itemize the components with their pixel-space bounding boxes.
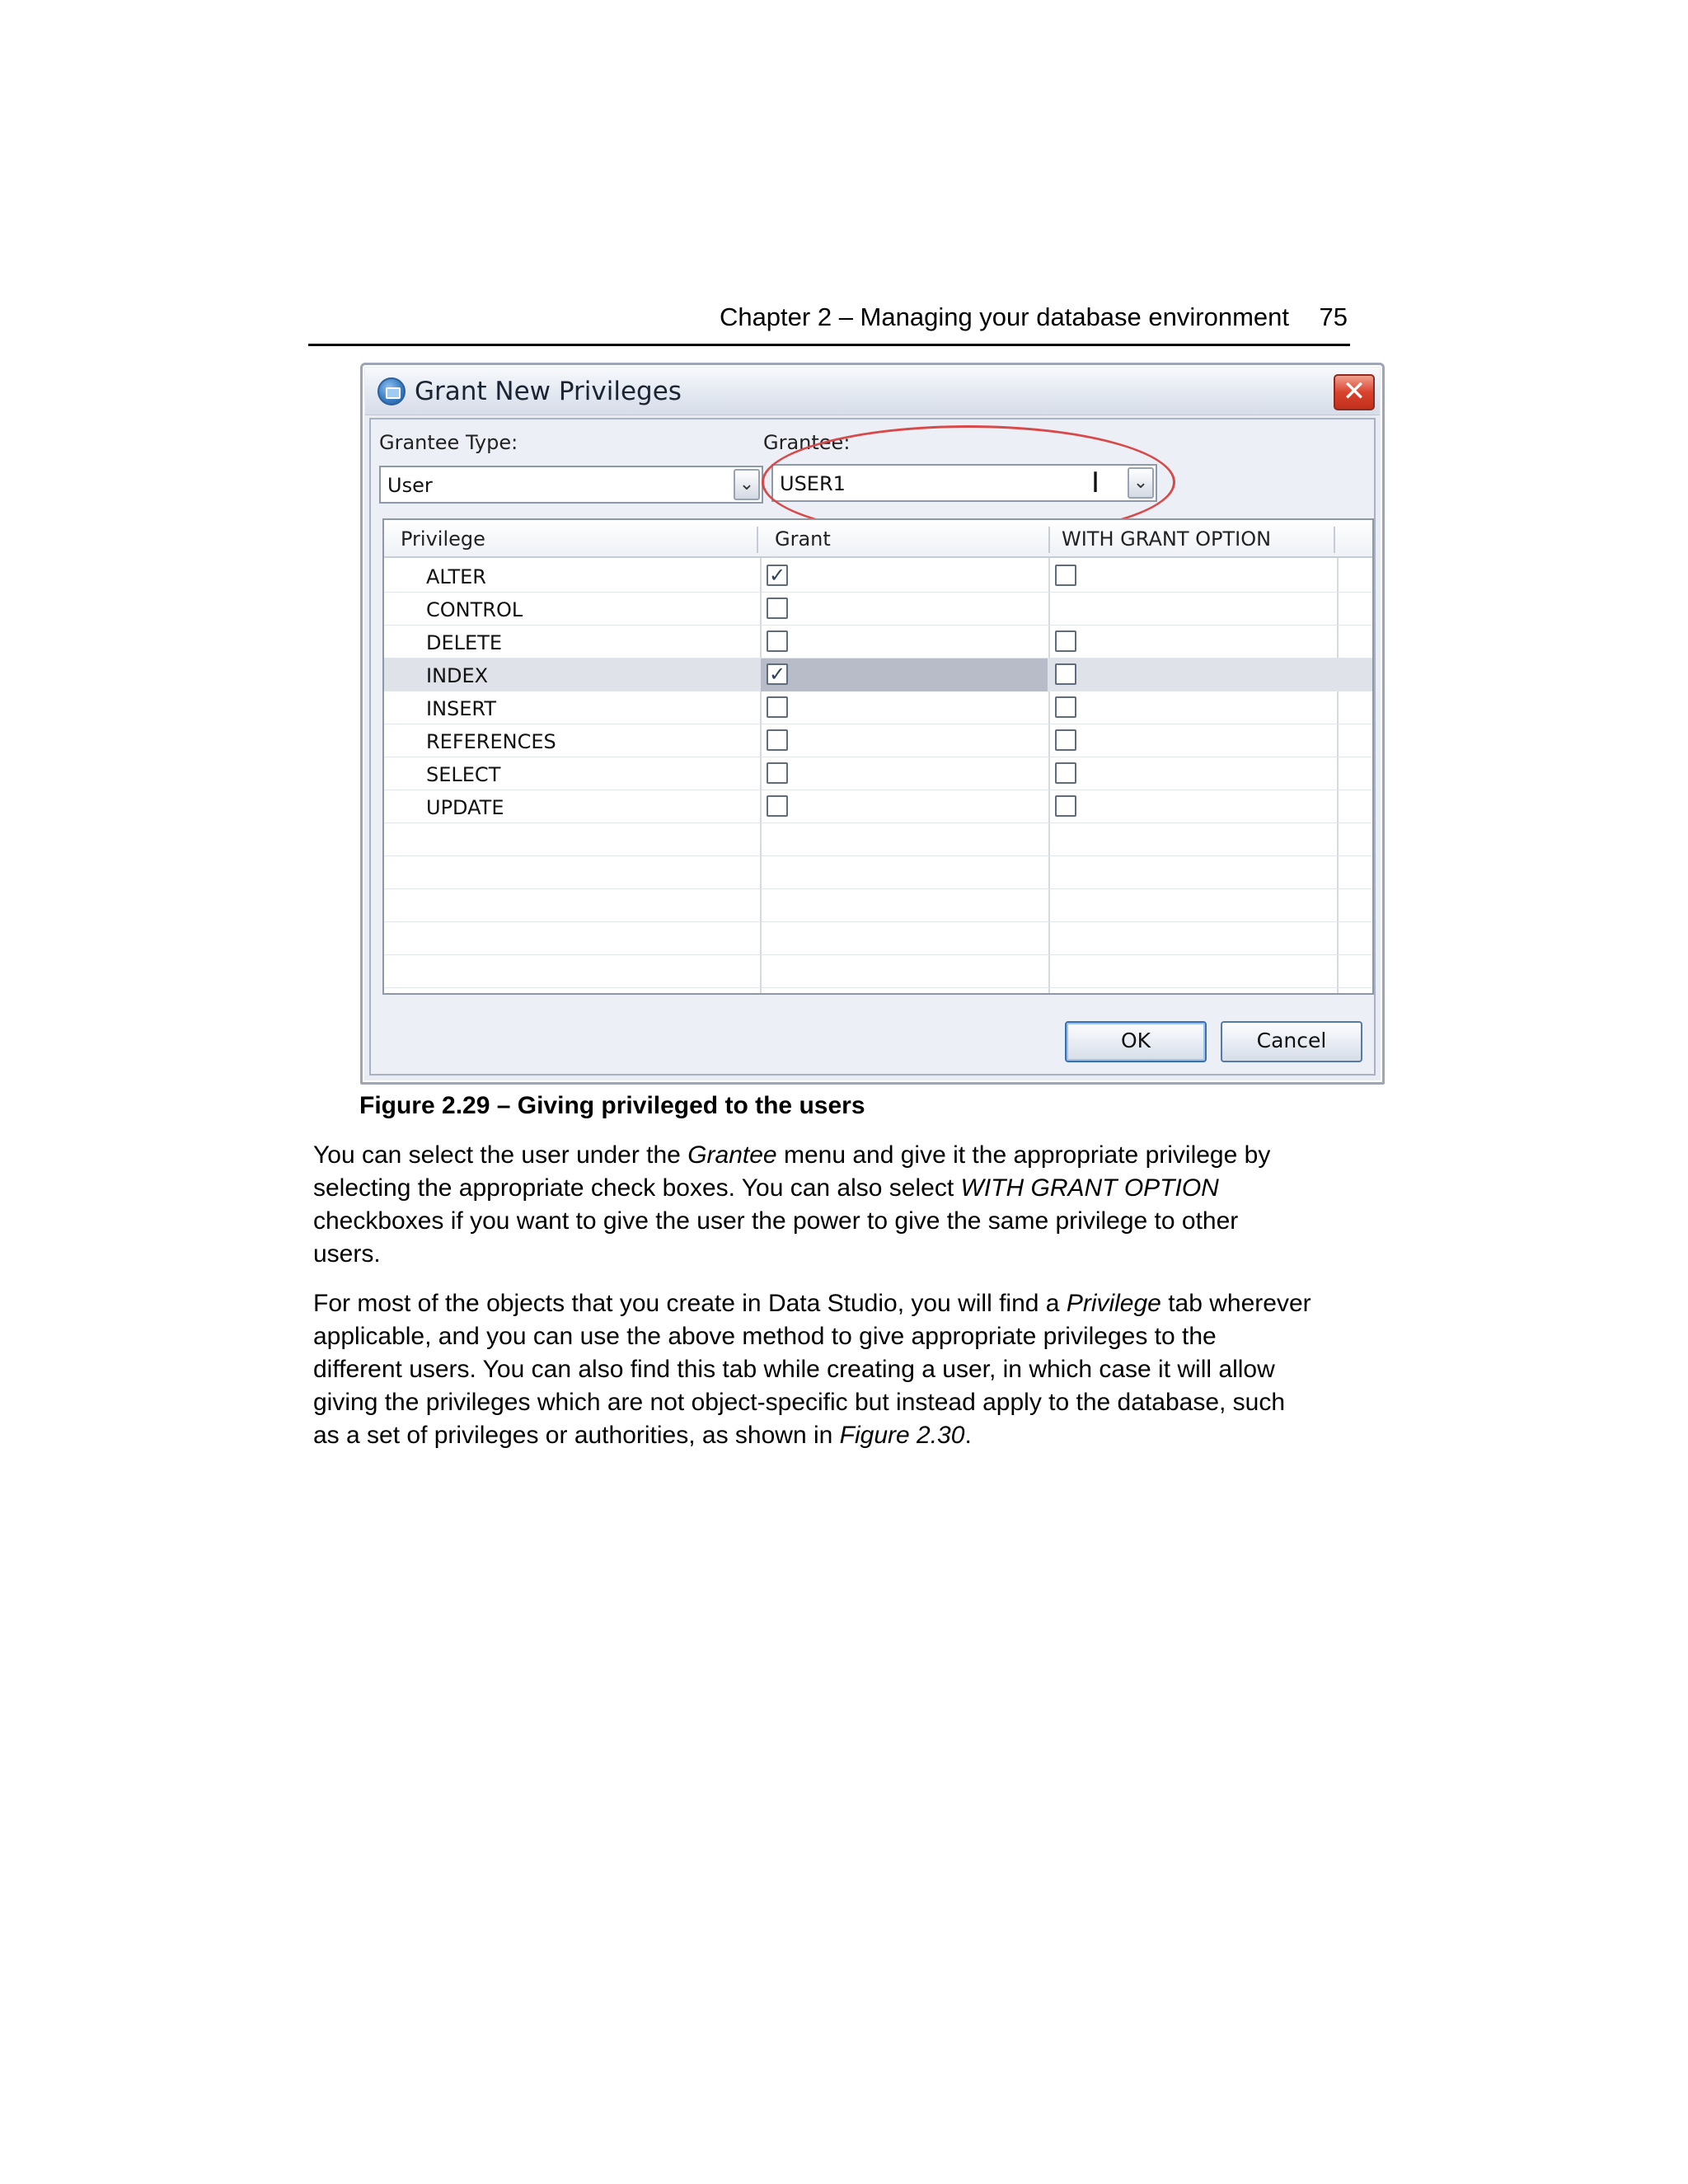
text-run: tab wherever	[1160, 1290, 1311, 1317]
cancel-button[interactable]: Cancel	[1221, 1021, 1362, 1062]
grantee-type-select[interactable]	[379, 466, 763, 504]
column-divider	[757, 527, 758, 553]
table-row[interactable]	[384, 560, 1372, 593]
chevron-down-icon[interactable]: ⌄	[734, 469, 760, 500]
table-header	[384, 520, 1372, 558]
ok-button[interactable]: OK	[1065, 1021, 1207, 1062]
column-header-privilege[interactable]: Privilege	[401, 527, 485, 551]
table-row[interactable]	[384, 626, 1372, 658]
grantee-type-value: User	[387, 474, 433, 497]
grant-checkbox[interactable]	[767, 795, 788, 817]
privilege-name: ALTER	[426, 565, 486, 588]
app-icon	[377, 377, 406, 405]
paragraph-line: applicable, and you can use the above method to give appropriate privileges to the	[313, 1323, 1217, 1350]
column-divider	[1334, 527, 1335, 553]
grant-checkbox[interactable]	[767, 762, 788, 784]
grantee-value: USER1	[780, 472, 846, 495]
text-run: selecting the appropriate check boxes. You can also select	[313, 1174, 961, 1202]
table-row[interactable]	[384, 691, 1372, 724]
dialog-title: Grant New Privileges	[415, 377, 682, 406]
table-row-empty	[384, 922, 1372, 955]
dialog-body	[369, 418, 1376, 1076]
grantee-type-label: Grantee Type:	[379, 431, 518, 454]
paragraph-line: users.	[313, 1240, 381, 1268]
table-row[interactable]	[384, 790, 1372, 823]
grantee-label: Grantee:	[763, 431, 851, 454]
chapter-title: Chapter 2 – Managing your database environment	[719, 302, 1289, 331]
text-run: For most of the objects that you create in Data Studio, you will find a	[313, 1290, 1067, 1317]
paragraph-2	[313, 1287, 1376, 1452]
text-run-italic: Grantee	[687, 1141, 777, 1169]
with-grant-option-checkbox[interactable]	[1055, 696, 1076, 718]
table-row-empty	[384, 955, 1372, 988]
paragraph-line	[313, 1287, 1376, 1320]
text-run: menu and give it the appropriate privilege by	[776, 1141, 1271, 1169]
with-grant-option-checkbox[interactable]	[1055, 565, 1076, 586]
column-divider	[1048, 527, 1050, 553]
chevron-down-icon[interactable]: ⌄	[1128, 467, 1154, 499]
text-run-italic: Figure 2.30	[839, 1422, 965, 1449]
close-button[interactable]: ✕	[1334, 374, 1375, 410]
page-number: 75	[1319, 302, 1348, 331]
table-row[interactable]	[384, 757, 1372, 790]
paragraph-line	[313, 1139, 1376, 1172]
with-grant-option-checkbox[interactable]	[1055, 795, 1076, 817]
text-run-italic: WITH GRANT OPTION	[960, 1174, 1219, 1202]
text-run: You can select the user under the	[313, 1141, 688, 1169]
paragraph-line: giving the privileges which are not object-specific but instead apply to the database, such	[313, 1389, 1286, 1416]
privilege-name: CONTROL	[426, 598, 523, 621]
table-row-empty	[384, 856, 1372, 889]
privileges-table	[382, 518, 1374, 995]
privilege-name: INDEX	[426, 664, 489, 687]
table-row-empty	[384, 823, 1372, 856]
paragraph-line: different users. You can also find this tab while creating a user, in which case it will allow	[313, 1356, 1275, 1383]
column-header-grant[interactable]: Grant	[775, 527, 831, 551]
text-cursor-icon: I	[1090, 466, 1100, 499]
paragraph-line	[313, 1172, 1376, 1205]
with-grant-option-checkbox[interactable]	[1055, 630, 1076, 652]
with-grant-option-checkbox[interactable]	[1055, 762, 1076, 784]
grant-checkbox[interactable]	[767, 598, 788, 619]
dialog-titlebar	[365, 368, 1380, 415]
privilege-name: REFERENCES	[426, 730, 556, 753]
privilege-name: SELECT	[426, 763, 501, 786]
text-run: as a set of privileges or authorities, as shown in	[313, 1422, 840, 1449]
grant-checkbox[interactable]: ✓	[767, 663, 788, 685]
figure-caption: Figure 2.29 – Giving privileged to the users	[359, 1092, 865, 1119]
grant-checkbox[interactable]	[767, 696, 788, 718]
with-grant-option-checkbox[interactable]	[1055, 663, 1076, 685]
selected-cell-highlight	[761, 658, 1048, 691]
grant-checkbox[interactable]	[767, 729, 788, 751]
privilege-name: UPDATE	[426, 796, 504, 819]
table-row[interactable]	[384, 724, 1372, 757]
page-header	[308, 303, 1350, 346]
table-row[interactable]	[384, 593, 1372, 626]
paragraph-line	[313, 1419, 1376, 1452]
privilege-name: INSERT	[426, 697, 497, 720]
text-run: .	[964, 1422, 972, 1449]
grant-checkbox[interactable]: ✓	[767, 565, 788, 586]
table-row-empty	[384, 889, 1372, 922]
privilege-name: DELETE	[426, 631, 503, 654]
paragraph-line: checkboxes if you want to give the user the power to give the same privilege to other	[313, 1207, 1239, 1235]
column-header-with-grant-option[interactable]: WITH GRANT OPTION	[1062, 527, 1272, 551]
with-grant-option-checkbox[interactable]	[1055, 729, 1076, 751]
text-run-italic: Privilege	[1066, 1290, 1161, 1317]
paragraph-1	[313, 1139, 1376, 1271]
grant-checkbox[interactable]	[767, 630, 788, 652]
table-row[interactable]	[384, 658, 1372, 691]
grant-privileges-dialog	[360, 363, 1385, 1085]
